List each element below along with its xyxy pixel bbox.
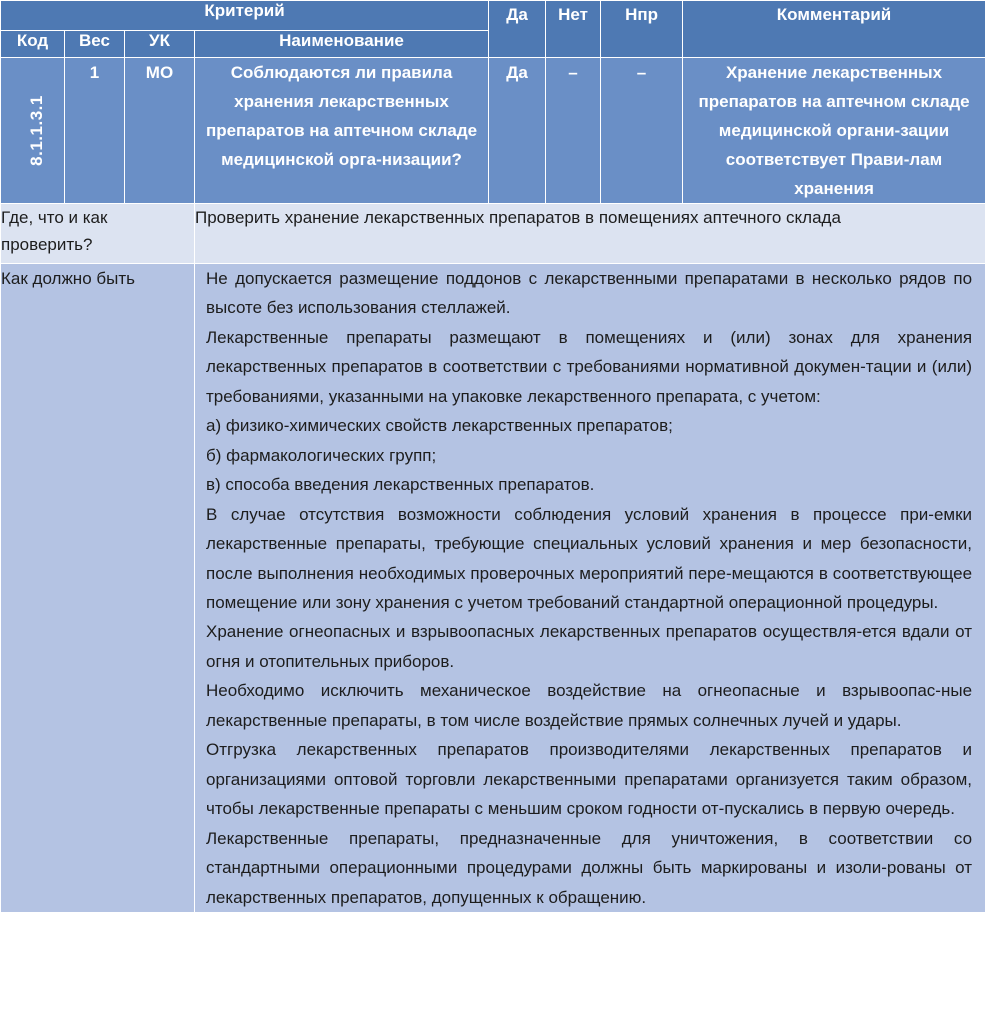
header-code: Код	[1, 31, 65, 58]
header-row-top	[1, 1, 985, 31]
how-paragraph: Необходимо исключить механическое воздействие на огнеопасные и взрывоопас-ные лекарственные препараты, в том числе воздействие прямых солнечных лучей и удары.	[206, 681, 973, 730]
how-paragraph: в) способа введения лекарственных препаратов.	[206, 475, 595, 495]
how-row	[1, 264, 985, 913]
where-text: Проверить хранение лекарственных препаратов в помещениях аптечного склада	[195, 204, 985, 264]
criterion-comment: Хранение лекарственных препаратов на аптечном складе медицинской органи-зации соответствует Прави-лам хранения	[683, 58, 985, 204]
header-uk: УК	[125, 31, 195, 58]
criterion-code-cell	[1, 58, 65, 204]
where-label: Где, что и как проверить?	[1, 204, 195, 264]
header-weight: Вес	[65, 31, 125, 58]
criterion-no: –	[546, 58, 601, 204]
criterion-na: –	[601, 58, 683, 204]
header-criterion: Критерий	[1, 1, 489, 31]
header-name: Наименование	[195, 31, 489, 58]
how-paragraph: б) фармакологических групп;	[206, 445, 437, 465]
header-comment: Комментарий	[683, 1, 985, 58]
header-no: Нет	[546, 1, 601, 58]
how-paragraph: Лекарственные препараты, предназначенные для уничтожения, в соответствии со стандартными операционными процедурами должны быть маркированы и изоли-рованы от лекарственных препаратов, допущенных к обращению.	[206, 828, 973, 907]
how-body	[195, 264, 985, 913]
criterion-row	[1, 58, 985, 204]
criterion-weight: 1	[65, 58, 125, 204]
how-paragraph: Отгрузка лекарственных препаратов производителями лекарственных препаратов и организациями оптовой торговли лекарственными препаратами организуется таким образом, чтобы лекарственные препараты с меньшим сроком годности от-пускались в первую очередь.	[206, 740, 973, 819]
how-paragraph: а) физико-химических свойств лекарственных препаратов;	[206, 416, 673, 436]
header-na: Нпр	[601, 1, 683, 58]
criterion-name: Соблюдаются ли правила хранения лекарственных препаратов на аптечном складе медицинской орга-низации?	[195, 58, 489, 204]
how-label: Как должно быть	[1, 264, 195, 913]
how-paragraph: Хранение огнеопасных и взрывоопасных лекарственных препаратов осуществля-ется вдали от огня и отопительных приборов.	[206, 622, 973, 671]
criterion-code: 8.1.1.3.1	[26, 95, 46, 166]
where-row	[1, 204, 985, 264]
how-paragraph: Не допускается размещение поддонов с лекарственными препаратами в несколько рядов по высоте без использования стеллажей.	[206, 269, 973, 318]
criterion-uk: МО	[125, 58, 195, 204]
header-yes: Да	[489, 1, 546, 58]
criterion-yes: Да	[489, 58, 546, 204]
how-paragraph: Лекарственные препараты размещают в помещениях и (или) зонах для хранения лекарственных препаратов в соответствии с требованиями нормативной докумен-тации и (или) требованиями, указанными на упаковке лекарственного препарата, с учетом:	[206, 327, 973, 406]
how-paragraph: В случае отсутствия возможности соблюдения условий хранения в процессе при-емки лекарственные препараты, требующие специальных условий хранения и мер безопасности, после выполнения необходимых проверочных мероприятий пере-мещаются в соответствующее помещение или зону хранения с учетом требований стандартной операционной процедуры.	[206, 504, 973, 612]
